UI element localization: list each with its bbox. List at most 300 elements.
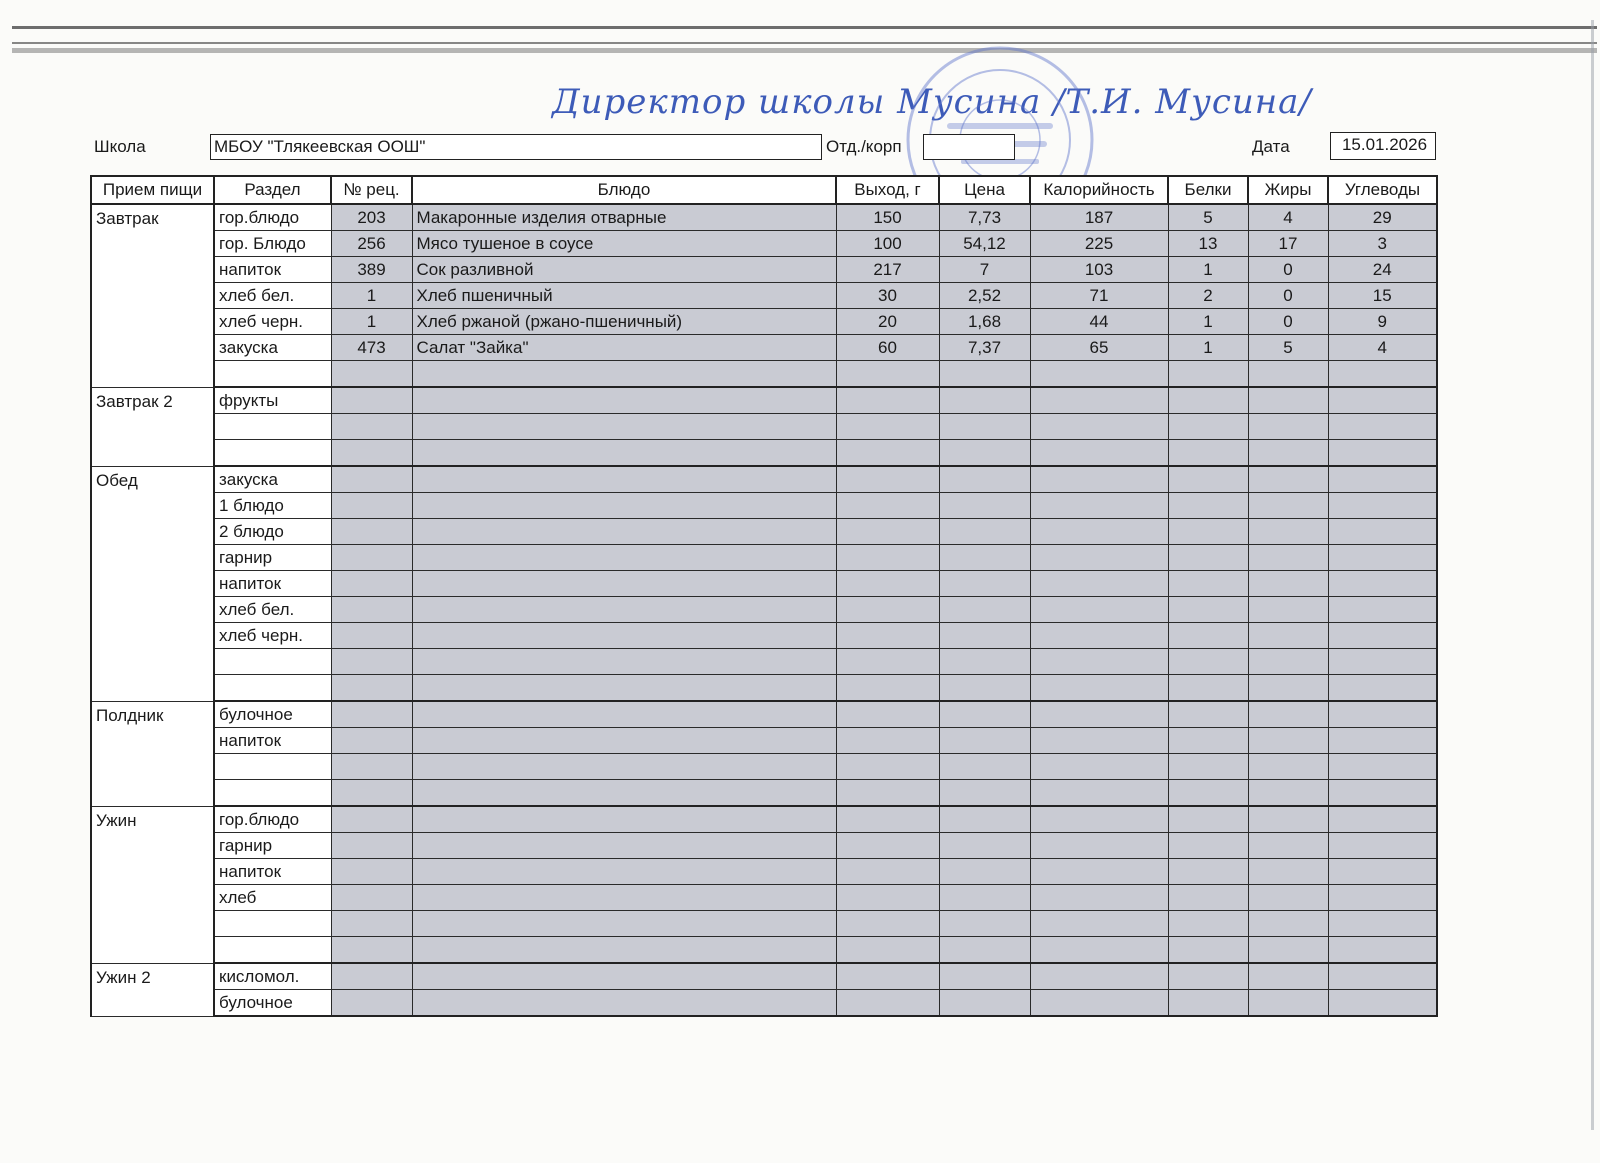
dish-cell [412, 701, 836, 728]
column-header: Жиры [1248, 176, 1328, 204]
weight-cell [836, 387, 939, 414]
table-row [91, 387, 1437, 414]
section-cell: напиток [214, 728, 331, 754]
protein-cell [1168, 545, 1248, 571]
recipe-cell [331, 833, 412, 859]
dish-cell [412, 387, 836, 414]
price-cell [939, 701, 1030, 728]
weight-cell [836, 859, 939, 885]
section-cell: хлеб черн. [214, 309, 331, 335]
kcal-cell: 187 [1030, 204, 1168, 231]
weight-cell [836, 571, 939, 597]
recipe-cell: 1 [331, 309, 412, 335]
column-header: Белки [1168, 176, 1248, 204]
protein-cell [1168, 701, 1248, 728]
fat-cell [1248, 387, 1328, 414]
fat-cell [1248, 361, 1328, 388]
recipe-cell [331, 937, 412, 964]
table-row [91, 859, 1437, 885]
section-cell [214, 937, 331, 964]
protein-cell: 1 [1168, 309, 1248, 335]
dish-cell: Хлеб пшеничный [412, 283, 836, 309]
kcal-cell [1030, 754, 1168, 780]
weight-cell [836, 440, 939, 467]
kcal-cell [1030, 675, 1168, 702]
fat-cell [1248, 493, 1328, 519]
section-cell [214, 649, 331, 675]
price-cell [939, 754, 1030, 780]
meal-cell: Обед [91, 466, 214, 701]
carbs-cell [1328, 754, 1437, 780]
table-row [91, 204, 1437, 231]
carbs-cell [1328, 387, 1437, 414]
weight-cell [836, 728, 939, 754]
weight-cell [836, 545, 939, 571]
table-row [91, 571, 1437, 597]
meal-cell: Полдник [91, 701, 214, 806]
kcal-cell [1030, 649, 1168, 675]
director-signature: Директор школы Мусина /Т.И. Мусина/ [552, 82, 1312, 122]
recipe-cell [331, 963, 412, 990]
carbs-cell: 4 [1328, 335, 1437, 361]
section-cell: напиток [214, 859, 331, 885]
kcal-cell [1030, 990, 1168, 1017]
school-field[interactable]: МБОУ "Тлякеевская ООШ" [210, 134, 822, 160]
section-cell [214, 780, 331, 807]
dish-cell [412, 571, 836, 597]
fat-cell [1248, 414, 1328, 440]
column-header: Раздел [214, 176, 331, 204]
kcal-cell [1030, 493, 1168, 519]
dish-cell [412, 649, 836, 675]
carbs-cell [1328, 780, 1437, 807]
price-cell: 7 [939, 257, 1030, 283]
recipe-cell [331, 885, 412, 911]
section-cell: 1 блюдо [214, 493, 331, 519]
recipe-cell [331, 545, 412, 571]
section-cell: гарнир [214, 545, 331, 571]
kcal-cell [1030, 701, 1168, 728]
carbs-cell: 24 [1328, 257, 1437, 283]
kcal-cell [1030, 571, 1168, 597]
section-cell [214, 675, 331, 702]
recipe-cell [331, 414, 412, 440]
fat-cell [1248, 440, 1328, 467]
protein-cell [1168, 361, 1248, 388]
table-row [91, 361, 1437, 388]
section-cell: гор. Блюдо [214, 231, 331, 257]
dish-cell [412, 911, 836, 937]
dish-cell: Салат "Зайка" [412, 335, 836, 361]
section-cell: хлеб черн. [214, 623, 331, 649]
section-cell: булочное [214, 990, 331, 1017]
recipe-cell [331, 387, 412, 414]
section-cell: гарнир [214, 833, 331, 859]
kcal-cell [1030, 885, 1168, 911]
table-row [91, 440, 1437, 467]
table-row [91, 283, 1437, 309]
carbs-cell [1328, 519, 1437, 545]
fat-cell [1248, 649, 1328, 675]
dish-cell [412, 833, 836, 859]
weight-cell [836, 493, 939, 519]
date-label: Дата [1252, 137, 1290, 156]
column-header: Углеводы [1328, 176, 1437, 204]
fat-cell: 0 [1248, 309, 1328, 335]
carbs-cell [1328, 649, 1437, 675]
section-cell [214, 440, 331, 467]
protein-cell [1168, 990, 1248, 1017]
weight-cell [836, 911, 939, 937]
table-row [91, 728, 1437, 754]
carbs-cell [1328, 545, 1437, 571]
table-row [91, 806, 1437, 833]
price-cell [939, 545, 1030, 571]
weight-cell [836, 597, 939, 623]
fat-cell [1248, 571, 1328, 597]
dish-cell: Мясо тушеное в соусе [412, 231, 836, 257]
protein-cell [1168, 833, 1248, 859]
dept-label: Отд./корп [826, 137, 902, 156]
table-row [91, 701, 1437, 728]
recipe-cell [331, 990, 412, 1017]
table-row [91, 649, 1437, 675]
recipe-cell [331, 754, 412, 780]
weight-cell [836, 990, 939, 1017]
recipe-cell [331, 466, 412, 493]
fat-cell: 5 [1248, 335, 1328, 361]
price-cell [939, 911, 1030, 937]
weight-cell [836, 675, 939, 702]
carbs-cell [1328, 361, 1437, 388]
table-row [91, 963, 1437, 990]
recipe-cell [331, 597, 412, 623]
protein-cell [1168, 675, 1248, 702]
kcal-cell [1030, 545, 1168, 571]
fat-cell: 0 [1248, 283, 1328, 309]
dish-cell [412, 963, 836, 990]
dish-cell [412, 519, 836, 545]
carbs-cell [1328, 806, 1437, 833]
fat-cell [1248, 754, 1328, 780]
kcal-cell [1030, 466, 1168, 493]
section-cell: напиток [214, 571, 331, 597]
fat-cell [1248, 728, 1328, 754]
section-cell: хлеб [214, 885, 331, 911]
dish-cell [412, 493, 836, 519]
protein-cell [1168, 440, 1248, 467]
table-row [91, 780, 1437, 807]
dish-cell [412, 754, 836, 780]
carbs-cell [1328, 911, 1437, 937]
kcal-cell [1030, 623, 1168, 649]
recipe-cell [331, 806, 412, 833]
protein-cell [1168, 414, 1248, 440]
fat-cell [1248, 597, 1328, 623]
fat-cell [1248, 675, 1328, 702]
weight-cell [836, 701, 939, 728]
price-cell [939, 493, 1030, 519]
dish-cell [412, 623, 836, 649]
date-field[interactable]: 15.01.2026 [1330, 132, 1436, 160]
weight-cell [836, 623, 939, 649]
dept-field[interactable] [923, 134, 1015, 160]
price-cell: 2,52 [939, 283, 1030, 309]
section-cell: закуска [214, 466, 331, 493]
weight-cell [836, 519, 939, 545]
dish-cell [412, 440, 836, 467]
protein-cell: 2 [1168, 283, 1248, 309]
protein-cell [1168, 623, 1248, 649]
weight-cell [836, 754, 939, 780]
kcal-cell [1030, 361, 1168, 388]
weight-cell [836, 833, 939, 859]
carbs-cell [1328, 937, 1437, 964]
table-header-row [91, 176, 1437, 204]
dish-cell [412, 780, 836, 807]
price-cell [939, 963, 1030, 990]
price-cell: 7,37 [939, 335, 1030, 361]
kcal-cell: 103 [1030, 257, 1168, 283]
section-cell [214, 414, 331, 440]
protein-cell [1168, 911, 1248, 937]
kcal-cell: 65 [1030, 335, 1168, 361]
weight-cell: 60 [836, 335, 939, 361]
price-cell [939, 571, 1030, 597]
price-cell [939, 649, 1030, 675]
carbs-cell [1328, 963, 1437, 990]
protein-cell: 1 [1168, 257, 1248, 283]
carbs-cell [1328, 440, 1437, 467]
section-cell [214, 754, 331, 780]
recipe-cell: 203 [331, 204, 412, 231]
price-cell [939, 361, 1030, 388]
fat-cell: 0 [1248, 257, 1328, 283]
recipe-cell [331, 780, 412, 807]
table-row [91, 335, 1437, 361]
protein-cell [1168, 728, 1248, 754]
price-cell [939, 937, 1030, 964]
kcal-cell [1030, 859, 1168, 885]
column-header: Выход, г [836, 176, 939, 204]
dish-cell [412, 885, 836, 911]
fat-cell [1248, 885, 1328, 911]
kcal-cell [1030, 911, 1168, 937]
price-cell: 7,73 [939, 204, 1030, 231]
dish-cell [412, 597, 836, 623]
dish-cell [412, 859, 836, 885]
school-label: Школа [94, 137, 146, 156]
protein-cell [1168, 387, 1248, 414]
table-row [91, 623, 1437, 649]
column-header: Прием пищи [91, 176, 214, 204]
kcal-cell [1030, 728, 1168, 754]
price-cell [939, 780, 1030, 807]
column-header: Калорийность [1030, 176, 1168, 204]
weight-cell [836, 780, 939, 807]
price-cell [939, 675, 1030, 702]
dish-cell [412, 990, 836, 1017]
carbs-cell [1328, 623, 1437, 649]
weight-cell: 20 [836, 309, 939, 335]
carbs-cell: 3 [1328, 231, 1437, 257]
fat-cell [1248, 833, 1328, 859]
carbs-cell: 29 [1328, 204, 1437, 231]
carbs-cell [1328, 414, 1437, 440]
price-cell [939, 519, 1030, 545]
meal-cell: Ужин [91, 806, 214, 963]
recipe-cell [331, 361, 412, 388]
dish-cell [412, 675, 836, 702]
recipe-cell [331, 649, 412, 675]
price-cell [939, 990, 1030, 1017]
fat-cell [1248, 859, 1328, 885]
fat-cell [1248, 780, 1328, 807]
price-cell [939, 885, 1030, 911]
kcal-cell [1030, 440, 1168, 467]
fat-cell [1248, 466, 1328, 493]
table-row [91, 309, 1437, 335]
weight-cell [836, 963, 939, 990]
section-cell: булочное [214, 701, 331, 728]
fat-cell [1248, 701, 1328, 728]
section-cell [214, 911, 331, 937]
dish-cell [412, 361, 836, 388]
kcal-cell: 71 [1030, 283, 1168, 309]
kcal-cell [1030, 414, 1168, 440]
carbs-cell [1328, 597, 1437, 623]
price-cell: 1,68 [939, 309, 1030, 335]
price-cell [939, 623, 1030, 649]
section-cell: гор.блюдо [214, 204, 331, 231]
table-row [91, 833, 1437, 859]
fat-cell [1248, 545, 1328, 571]
fat-cell [1248, 519, 1328, 545]
protein-cell [1168, 571, 1248, 597]
table-row [91, 493, 1437, 519]
kcal-cell [1030, 833, 1168, 859]
price-cell [939, 833, 1030, 859]
section-cell: хлеб бел. [214, 283, 331, 309]
meal-cell: Ужин 2 [91, 963, 214, 1016]
protein-cell [1168, 649, 1248, 675]
carbs-cell [1328, 571, 1437, 597]
kcal-cell [1030, 519, 1168, 545]
table-row [91, 754, 1437, 780]
recipe-cell [331, 519, 412, 545]
carbs-cell [1328, 493, 1437, 519]
table-row [91, 414, 1437, 440]
table-row [91, 597, 1437, 623]
protein-cell [1168, 780, 1248, 807]
weight-cell [836, 649, 939, 675]
protein-cell [1168, 597, 1248, 623]
recipe-cell [331, 911, 412, 937]
recipe-cell [331, 728, 412, 754]
price-cell [939, 466, 1030, 493]
table-row [91, 545, 1437, 571]
dish-cell [412, 728, 836, 754]
protein-cell [1168, 963, 1248, 990]
recipe-cell [331, 440, 412, 467]
weight-cell: 150 [836, 204, 939, 231]
weight-cell: 100 [836, 231, 939, 257]
section-cell: хлеб бел. [214, 597, 331, 623]
recipe-cell [331, 493, 412, 519]
carbs-cell [1328, 675, 1437, 702]
kcal-cell [1030, 937, 1168, 964]
recipe-cell: 1 [331, 283, 412, 309]
protein-cell [1168, 754, 1248, 780]
section-cell: фрукты [214, 387, 331, 414]
table-row [91, 675, 1437, 702]
protein-cell [1168, 493, 1248, 519]
price-cell [939, 728, 1030, 754]
kcal-cell [1030, 780, 1168, 807]
column-header: № рец. [331, 176, 412, 204]
protein-cell: 1 [1168, 335, 1248, 361]
fat-cell [1248, 937, 1328, 964]
weight-cell [836, 937, 939, 964]
section-cell: кисломол. [214, 963, 331, 990]
menu-table [90, 175, 1438, 1017]
price-cell [939, 597, 1030, 623]
section-cell [214, 361, 331, 388]
protein-cell [1168, 885, 1248, 911]
table-row [91, 257, 1437, 283]
carbs-cell [1328, 833, 1437, 859]
fat-cell: 4 [1248, 204, 1328, 231]
dish-cell: Макаронные изделия отварные [412, 204, 836, 231]
table-row [91, 911, 1437, 937]
dish-cell [412, 414, 836, 440]
fat-cell [1248, 990, 1328, 1017]
dish-cell [412, 806, 836, 833]
fat-cell: 17 [1248, 231, 1328, 257]
kcal-cell: 44 [1030, 309, 1168, 335]
section-cell: гор.блюдо [214, 806, 331, 833]
fat-cell [1248, 911, 1328, 937]
kcal-cell [1030, 597, 1168, 623]
price-cell [939, 440, 1030, 467]
fat-cell [1248, 806, 1328, 833]
weight-cell [836, 414, 939, 440]
scan-artifact-top [12, 18, 1597, 58]
kcal-cell [1030, 963, 1168, 990]
dish-cell [412, 466, 836, 493]
section-cell: 2 блюдо [214, 519, 331, 545]
carbs-cell: 15 [1328, 283, 1437, 309]
price-cell [939, 859, 1030, 885]
carbs-cell [1328, 728, 1437, 754]
table-row [91, 519, 1437, 545]
dish-cell: Сок разливной [412, 257, 836, 283]
carbs-cell [1328, 990, 1437, 1017]
carbs-cell: 9 [1328, 309, 1437, 335]
weight-cell [836, 806, 939, 833]
meal-cell: Завтрак 2 [91, 387, 214, 466]
fat-cell [1248, 623, 1328, 649]
meal-cell: Завтрак [91, 204, 214, 387]
weight-cell [836, 466, 939, 493]
kcal-cell [1030, 387, 1168, 414]
protein-cell [1168, 806, 1248, 833]
table-row [91, 231, 1437, 257]
kcal-cell [1030, 806, 1168, 833]
carbs-cell [1328, 466, 1437, 493]
section-cell: напиток [214, 257, 331, 283]
protein-cell [1168, 519, 1248, 545]
